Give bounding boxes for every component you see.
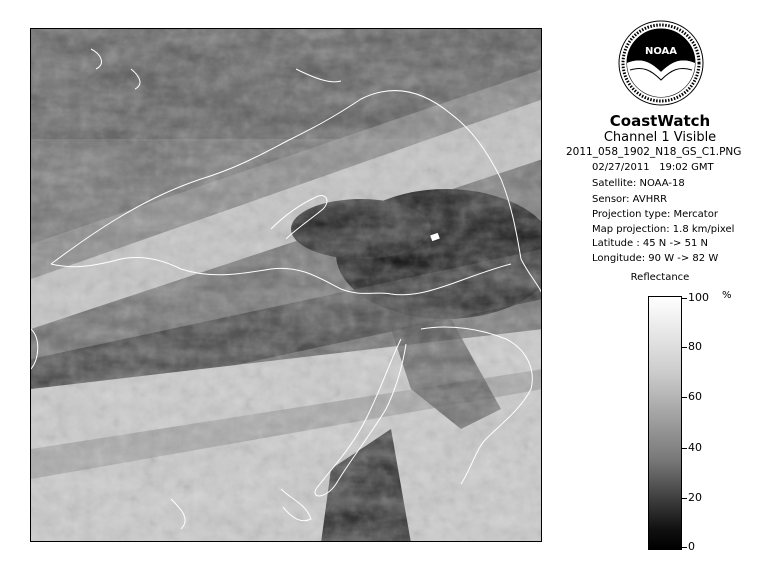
colorbar-tick-label: 100 [688, 291, 709, 304]
longitude-value: Longitude: 90 W -> 82 W [592, 253, 719, 264]
colorbar-label: Reflectance [630, 272, 690, 283]
time-value: 19:02 GMT [659, 162, 714, 173]
map-projection-value: Map projection: 1.8 km/pixel [592, 224, 735, 235]
colorbar-tick-label: 20 [688, 491, 702, 504]
colorbar-tick-label: 80 [688, 340, 702, 353]
colorbar-unit: % [722, 290, 732, 301]
date-value: 02/27/2011 [592, 162, 650, 173]
brand-title: CoastWatch [609, 112, 711, 130]
satellite-image[interactable] [30, 28, 542, 542]
latitude-value: Latitude : 45 N -> 51 N [592, 238, 708, 249]
colorbar-tick-mark [682, 547, 687, 548]
projection-type-value: Projection type: Mercator [592, 209, 718, 220]
colorbar-tick-label: 0 [688, 540, 695, 553]
colorbar-tick-mark [682, 498, 687, 499]
sensor-value: Sensor: AVHRR [592, 194, 668, 205]
colorbar-tick-mark [682, 347, 687, 348]
colorbar-tick-label: 60 [688, 390, 702, 403]
colorbar-tick-mark [682, 298, 687, 299]
satellite-value: Satellite: NOAA-18 [592, 178, 685, 189]
file-name: 2011_058_1902_N18_GS_C1.PNG [566, 146, 742, 158]
colorbar [648, 296, 682, 550]
channel-title: Channel 1 Visible [603, 130, 717, 145]
logo-text: NOAA [644, 46, 678, 57]
colorbar-tick-label: 40 [688, 441, 702, 454]
colorbar-tick-mark [682, 397, 687, 398]
colorbar-tick-mark [682, 448, 687, 449]
satellite-image-canvas [31, 29, 542, 542]
noaa-logo [618, 20, 704, 106]
noaa-seal-icon [618, 20, 704, 106]
date-time-line [592, 162, 714, 173]
